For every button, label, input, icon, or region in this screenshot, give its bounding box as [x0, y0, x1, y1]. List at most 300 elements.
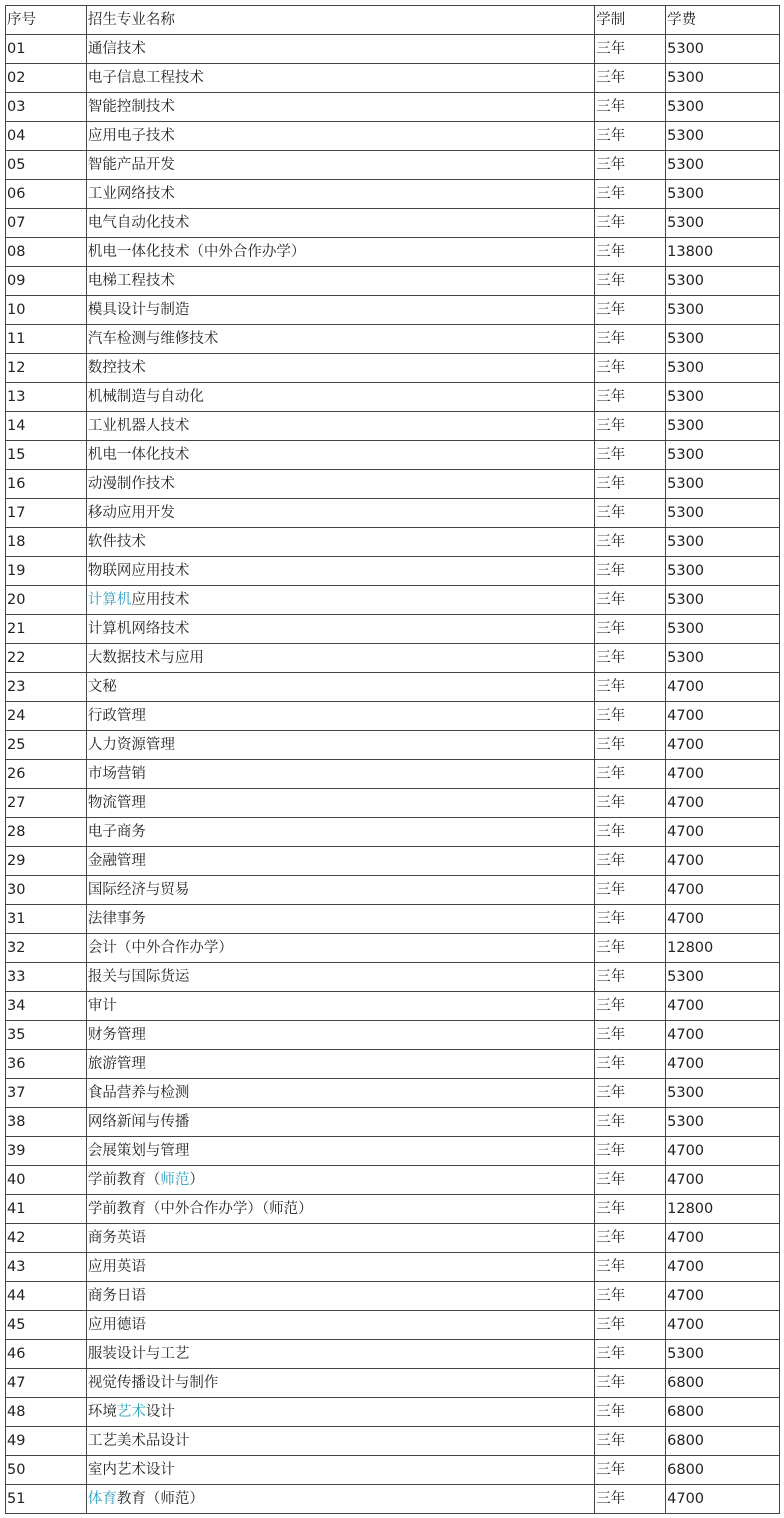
- cell-no: 09: [6, 267, 87, 296]
- cell-years: 三年: [595, 267, 666, 296]
- cell-fee: 5300: [666, 122, 780, 151]
- cell-major-name: [86, 412, 594, 441]
- keyword-link[interactable]: 计算机: [87, 592, 132, 608]
- cell-fee: 4700: [666, 1253, 780, 1282]
- cell-major-name: [86, 963, 594, 992]
- cell-fee: 4700: [666, 673, 780, 702]
- major-name-text: 服装设计与工艺: [87, 1346, 190, 1362]
- table-row: [6, 905, 780, 934]
- cell-years: 三年: [595, 1108, 666, 1137]
- cell-major-name: [86, 354, 594, 383]
- cell-fee: 5300: [666, 644, 780, 673]
- cell-major-name: [86, 238, 594, 267]
- cell-no: 44: [6, 1282, 87, 1311]
- cell-years: 三年: [595, 1253, 666, 1282]
- cell-major-name: [86, 296, 594, 325]
- cell-no: 35: [6, 1021, 87, 1050]
- cell-no: 48: [6, 1398, 87, 1427]
- cell-no: 21: [6, 615, 87, 644]
- cell-years: 三年: [595, 1050, 666, 1079]
- table-row: [6, 731, 780, 760]
- cell-no: 41: [6, 1195, 87, 1224]
- cell-years: 三年: [595, 586, 666, 615]
- table-row: [6, 296, 780, 325]
- cell-no: 24: [6, 702, 87, 731]
- cell-fee: 5300: [666, 383, 780, 412]
- major-name-text: 移动应用开发: [87, 505, 175, 521]
- cell-fee: 6800: [666, 1398, 780, 1427]
- table-row: [6, 1427, 780, 1456]
- cell-fee: 5300: [666, 354, 780, 383]
- cell-fee: 5300: [666, 296, 780, 325]
- cell-years: 三年: [595, 789, 666, 818]
- cell-fee: 5300: [666, 180, 780, 209]
- cell-major-name: [86, 557, 594, 586]
- table-row: [6, 1050, 780, 1079]
- keyword-link[interactable]: 体育: [87, 1491, 117, 1507]
- major-name-text: 模具设计与制造: [87, 302, 190, 318]
- header-name: 招生专业名称: [86, 6, 594, 35]
- cell-years: 三年: [595, 1398, 666, 1427]
- table-row: [6, 325, 780, 354]
- cell-years: 三年: [595, 528, 666, 557]
- major-name-text: 机械制造与自动化: [87, 389, 204, 405]
- major-name-text: 物流管理: [87, 795, 146, 811]
- table-row: [6, 1456, 780, 1485]
- table-row: [6, 499, 780, 528]
- cell-major-name: [86, 64, 594, 93]
- cell-major-name: [86, 789, 594, 818]
- major-name-text: 设计: [145, 1404, 175, 1420]
- cell-no: 33: [6, 963, 87, 992]
- cell-years: 三年: [595, 702, 666, 731]
- major-name-text: 行政管理: [87, 708, 146, 724]
- table-row: [6, 1340, 780, 1369]
- table-row: [6, 1108, 780, 1137]
- cell-years: 三年: [595, 876, 666, 905]
- cell-no: 43: [6, 1253, 87, 1282]
- cell-fee: 12800: [666, 1195, 780, 1224]
- cell-major-name: [86, 1398, 594, 1427]
- cell-no: 37: [6, 1079, 87, 1108]
- table-row: [6, 64, 780, 93]
- cell-major-name: [86, 499, 594, 528]
- cell-years: 三年: [595, 180, 666, 209]
- cell-years: 三年: [595, 1079, 666, 1108]
- cell-major-name: [86, 1282, 594, 1311]
- cell-no: 07: [6, 209, 87, 238]
- cell-no: 30: [6, 876, 87, 905]
- cell-major-name: [86, 847, 594, 876]
- cell-no: 46: [6, 1340, 87, 1369]
- cell-major-name: [86, 876, 594, 905]
- cell-years: 三年: [595, 847, 666, 876]
- cell-fee: 12800: [666, 934, 780, 963]
- cell-major-name: [86, 1079, 594, 1108]
- cell-fee: 4700: [666, 1224, 780, 1253]
- cell-no: 28: [6, 818, 87, 847]
- cell-major-name: [86, 151, 594, 180]
- cell-no: 47: [6, 1369, 87, 1398]
- table-row: [6, 1195, 780, 1224]
- table-row: [6, 615, 780, 644]
- cell-fee: 4700: [666, 789, 780, 818]
- cell-fee: 6800: [666, 1427, 780, 1456]
- cell-major-name: [86, 992, 594, 1021]
- cell-fee: 4700: [666, 818, 780, 847]
- cell-no: 18: [6, 528, 87, 557]
- cell-fee: 5300: [666, 963, 780, 992]
- cell-fee: 6800: [666, 1456, 780, 1485]
- cell-no: 14: [6, 412, 87, 441]
- cell-no: 19: [6, 557, 87, 586]
- cell-major-name: [86, 441, 594, 470]
- major-name-text: 计算机网络技术: [87, 621, 190, 637]
- cell-no: 10: [6, 296, 87, 325]
- cell-no: 25: [6, 731, 87, 760]
- major-name-text: 人力资源管理: [87, 737, 175, 753]
- cell-major-name: [86, 528, 594, 557]
- cell-major-name: [86, 35, 594, 64]
- cell-fee: 6800: [666, 1369, 780, 1398]
- table-row: [6, 818, 780, 847]
- table-row: [6, 586, 780, 615]
- cell-fee: 5300: [666, 586, 780, 615]
- major-name-text: 国际经济与贸易: [87, 882, 190, 898]
- table-row: [6, 992, 780, 1021]
- cell-no: 16: [6, 470, 87, 499]
- cell-major-name: [86, 93, 594, 122]
- cell-years: 三年: [595, 731, 666, 760]
- table-row: [6, 354, 780, 383]
- cell-years: 三年: [595, 354, 666, 383]
- cell-major-name: [86, 586, 594, 615]
- cell-years: 三年: [595, 1224, 666, 1253]
- keyword-link[interactable]: 师范: [160, 1172, 190, 1188]
- cell-no: 02: [6, 64, 87, 93]
- cell-fee: 5300: [666, 1108, 780, 1137]
- table-row: [6, 702, 780, 731]
- cell-years: 三年: [595, 238, 666, 267]
- major-name-text: 工业网络技术: [87, 186, 175, 202]
- table-row: [6, 1282, 780, 1311]
- table-row: [6, 1485, 780, 1514]
- table-row: [6, 760, 780, 789]
- major-name-text: 法律事务: [87, 911, 146, 927]
- major-name-text: 数控技术: [87, 360, 146, 376]
- cell-years: 三年: [595, 1340, 666, 1369]
- major-name-text: 室内艺术设计: [87, 1462, 175, 1478]
- major-name-text: 应用技术: [131, 592, 190, 608]
- cell-fee: 4700: [666, 1166, 780, 1195]
- cell-years: 三年: [595, 760, 666, 789]
- major-name-text: 市场营销: [87, 766, 146, 782]
- cell-fee: 5300: [666, 1079, 780, 1108]
- cell-no: 36: [6, 1050, 87, 1079]
- table-row: [6, 1398, 780, 1427]
- cell-no: 42: [6, 1224, 87, 1253]
- table-row: [6, 35, 780, 64]
- table-row: [6, 876, 780, 905]
- cell-fee: 5300: [666, 441, 780, 470]
- major-name-text: 学前教育（中外合作办学）（师范）: [87, 1201, 313, 1217]
- cell-major-name: [86, 934, 594, 963]
- table-row: [6, 644, 780, 673]
- major-name-text: 视觉传播设计与制作: [87, 1375, 219, 1391]
- major-name-text: ）: [189, 1172, 204, 1188]
- cell-major-name: [86, 122, 594, 151]
- table-row: [6, 1311, 780, 1340]
- cell-no: 20: [6, 586, 87, 615]
- cell-major-name: [86, 1137, 594, 1166]
- table-row: [6, 1021, 780, 1050]
- cell-years: 三年: [595, 1369, 666, 1398]
- table-row: [6, 557, 780, 586]
- cell-no: 26: [6, 760, 87, 789]
- cell-years: 三年: [595, 905, 666, 934]
- cell-major-name: [86, 905, 594, 934]
- cell-fee: 5300: [666, 209, 780, 238]
- cell-years: 三年: [595, 35, 666, 64]
- cell-major-name: [86, 760, 594, 789]
- keyword-link[interactable]: 艺术: [116, 1404, 146, 1420]
- cell-major-name: [86, 615, 594, 644]
- cell-no: 22: [6, 644, 87, 673]
- cell-fee: 4700: [666, 702, 780, 731]
- cell-years: 三年: [595, 470, 666, 499]
- cell-years: 三年: [595, 644, 666, 673]
- table-row: [6, 673, 780, 702]
- table-row: [6, 1369, 780, 1398]
- cell-fee: 4700: [666, 760, 780, 789]
- cell-no: 34: [6, 992, 87, 1021]
- table-header-row: [6, 6, 780, 35]
- major-name-text: 工艺美术品设计: [87, 1433, 190, 1449]
- cell-years: 三年: [595, 499, 666, 528]
- cell-fee: 5300: [666, 557, 780, 586]
- cell-no: 03: [6, 93, 87, 122]
- cell-years: 三年: [595, 441, 666, 470]
- cell-no: 29: [6, 847, 87, 876]
- table-row: [6, 441, 780, 470]
- cell-fee: 4700: [666, 1282, 780, 1311]
- cell-major-name: [86, 1340, 594, 1369]
- table-row: [6, 963, 780, 992]
- cell-major-name: [86, 470, 594, 499]
- table-row: [6, 789, 780, 818]
- cell-years: 三年: [595, 1485, 666, 1514]
- cell-major-name: [86, 1311, 594, 1340]
- cell-major-name: [86, 325, 594, 354]
- table-row: [6, 1166, 780, 1195]
- cell-fee: 5300: [666, 528, 780, 557]
- cell-fee: 5300: [666, 151, 780, 180]
- cell-no: 12: [6, 354, 87, 383]
- major-name-text: 物联网应用技术: [87, 563, 190, 579]
- cell-years: 三年: [595, 1427, 666, 1456]
- major-name-text: 电子商务: [87, 824, 146, 840]
- cell-major-name: [86, 1108, 594, 1137]
- cell-fee: 5300: [666, 499, 780, 528]
- table-row: [6, 528, 780, 557]
- cell-years: 三年: [595, 122, 666, 151]
- cell-years: 三年: [595, 1282, 666, 1311]
- major-name-text: 应用电子技术: [87, 128, 175, 144]
- table-row: [6, 151, 780, 180]
- cell-fee: 5300: [666, 267, 780, 296]
- cell-years: 三年: [595, 1166, 666, 1195]
- cell-years: 三年: [595, 1137, 666, 1166]
- cell-years: 三年: [595, 1195, 666, 1224]
- major-name-text: 环境: [87, 1404, 117, 1420]
- major-name-text: 机电一体化技术（中外合作办学）: [87, 244, 306, 260]
- table-row: [6, 180, 780, 209]
- cell-no: 23: [6, 673, 87, 702]
- cell-fee: 5300: [666, 64, 780, 93]
- cell-years: 三年: [595, 818, 666, 847]
- cell-years: 三年: [595, 325, 666, 354]
- cell-major-name: [86, 1485, 594, 1514]
- major-name-text: 应用德语: [87, 1317, 146, 1333]
- table-row: [6, 1079, 780, 1108]
- cell-fee: 4700: [666, 905, 780, 934]
- table-row: [6, 1253, 780, 1282]
- cell-major-name: [86, 209, 594, 238]
- cell-fee: 5300: [666, 470, 780, 499]
- cell-major-name: [86, 1021, 594, 1050]
- major-name-text: 软件技术: [87, 534, 146, 550]
- cell-major-name: [86, 818, 594, 847]
- cell-major-name: [86, 1224, 594, 1253]
- cell-fee: 4700: [666, 1137, 780, 1166]
- cell-fee: 4700: [666, 992, 780, 1021]
- majors-table-wrapper: [5, 5, 780, 1514]
- header-no: 序号: [6, 6, 87, 35]
- cell-years: 三年: [595, 412, 666, 441]
- table-row: [6, 470, 780, 499]
- cell-major-name: [86, 267, 594, 296]
- cell-years: 三年: [595, 64, 666, 93]
- major-name-text: 报关与国际货运: [87, 969, 190, 985]
- cell-years: 三年: [595, 615, 666, 644]
- major-name-text: 电气自动化技术: [87, 215, 190, 231]
- cell-major-name: [86, 731, 594, 760]
- major-name-text: 电梯工程技术: [87, 273, 175, 289]
- cell-fee: 13800: [666, 238, 780, 267]
- cell-major-name: [86, 644, 594, 673]
- cell-years: 三年: [595, 673, 666, 702]
- cell-fee: 4700: [666, 1311, 780, 1340]
- cell-major-name: [86, 1369, 594, 1398]
- table-row: [6, 412, 780, 441]
- majors-table: [5, 5, 780, 1514]
- cell-no: 06: [6, 180, 87, 209]
- cell-fee: 5300: [666, 615, 780, 644]
- cell-years: 三年: [595, 151, 666, 180]
- cell-years: 三年: [595, 963, 666, 992]
- table-row: [6, 209, 780, 238]
- table-row: [6, 122, 780, 151]
- major-name-text: 食品营养与检测: [87, 1085, 190, 1101]
- cell-major-name: [86, 1253, 594, 1282]
- table-row: [6, 93, 780, 122]
- major-name-text: 教育（师范）: [116, 1491, 204, 1507]
- major-name-text: 学前教育（: [87, 1172, 161, 1188]
- major-name-text: 智能控制技术: [87, 99, 175, 115]
- cell-years: 三年: [595, 1456, 666, 1485]
- table-row: [6, 1224, 780, 1253]
- cell-no: 38: [6, 1108, 87, 1137]
- major-name-text: 网络新闻与传播: [87, 1114, 190, 1130]
- cell-fee: 4700: [666, 1021, 780, 1050]
- cell-years: 三年: [595, 296, 666, 325]
- cell-no: 50: [6, 1456, 87, 1485]
- table-row: [6, 934, 780, 963]
- cell-major-name: [86, 1166, 594, 1195]
- cell-fee: 5300: [666, 325, 780, 354]
- cell-years: 三年: [595, 1311, 666, 1340]
- major-name-text: 电子信息工程技术: [87, 70, 204, 86]
- cell-fee: 4700: [666, 731, 780, 760]
- major-name-text: 会计（中外合作办学）: [87, 940, 233, 956]
- cell-major-name: [86, 1050, 594, 1079]
- cell-major-name: [86, 383, 594, 412]
- major-name-text: 动漫制作技术: [87, 476, 175, 492]
- cell-fee: 4700: [666, 1485, 780, 1514]
- cell-years: 三年: [595, 557, 666, 586]
- cell-years: 三年: [595, 93, 666, 122]
- cell-fee: 5300: [666, 412, 780, 441]
- major-name-text: 商务英语: [87, 1230, 146, 1246]
- cell-no: 31: [6, 905, 87, 934]
- table-row: [6, 847, 780, 876]
- header-fee: 学费: [666, 6, 780, 35]
- major-name-text: 金融管理: [87, 853, 146, 869]
- major-name-text: 应用英语: [87, 1259, 146, 1275]
- header-years: 学制: [595, 6, 666, 35]
- major-name-text: 审计: [87, 998, 117, 1014]
- cell-no: 17: [6, 499, 87, 528]
- cell-no: 08: [6, 238, 87, 267]
- cell-major-name: [86, 1427, 594, 1456]
- major-name-text: 汽车检测与维修技术: [87, 331, 219, 347]
- major-name-text: 机电一体化技术: [87, 447, 190, 463]
- cell-no: 32: [6, 934, 87, 963]
- major-name-text: 旅游管理: [87, 1056, 146, 1072]
- major-name-text: 文秘: [87, 679, 117, 695]
- major-name-text: 商务日语: [87, 1288, 146, 1304]
- cell-fee: 4700: [666, 847, 780, 876]
- cell-major-name: [86, 702, 594, 731]
- cell-fee: 5300: [666, 93, 780, 122]
- cell-major-name: [86, 1195, 594, 1224]
- table-row: [6, 383, 780, 412]
- majors-table-body: [6, 6, 780, 1514]
- cell-fee: 5300: [666, 35, 780, 64]
- cell-major-name: [86, 673, 594, 702]
- cell-no: 05: [6, 151, 87, 180]
- cell-no: 45: [6, 1311, 87, 1340]
- cell-years: 三年: [595, 992, 666, 1021]
- cell-years: 三年: [595, 1021, 666, 1050]
- cell-major-name: [86, 1456, 594, 1485]
- cell-major-name: [86, 180, 594, 209]
- major-name-text: 大数据技术与应用: [87, 650, 204, 666]
- cell-fee: 5300: [666, 1340, 780, 1369]
- cell-no: 11: [6, 325, 87, 354]
- cell-years: 三年: [595, 209, 666, 238]
- major-name-text: 工业机器人技术: [87, 418, 190, 434]
